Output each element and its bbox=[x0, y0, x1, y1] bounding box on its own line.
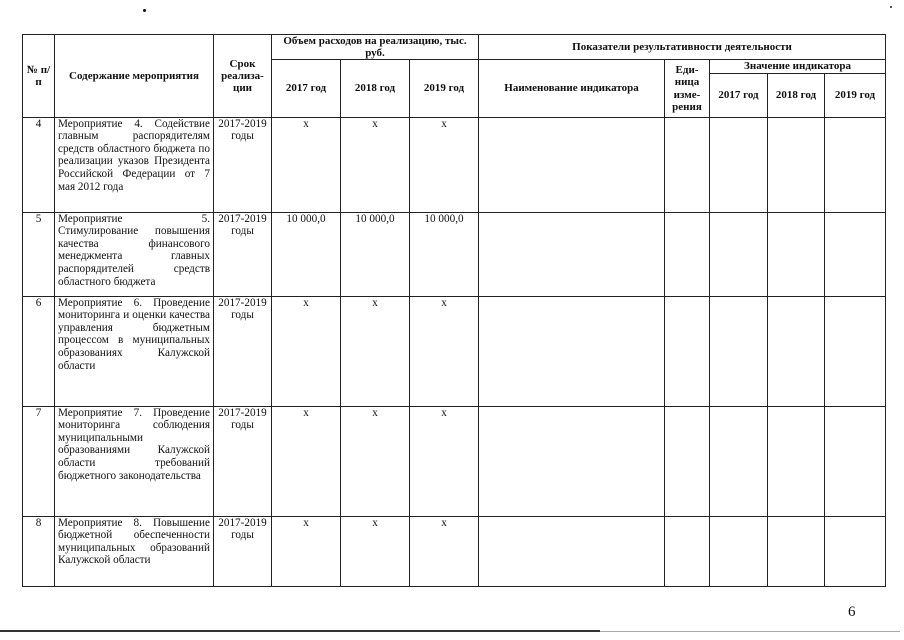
table-row bbox=[23, 296, 886, 406]
row-num: 8 bbox=[23, 516, 55, 586]
row-expense-2017: х bbox=[272, 117, 341, 212]
table-row bbox=[23, 117, 886, 212]
row-num: 7 bbox=[23, 406, 55, 516]
header-value-2017: 2017 год bbox=[710, 73, 768, 117]
row-value-2018 bbox=[768, 117, 825, 212]
row-term: 2017-2019 годы bbox=[214, 212, 272, 296]
row-value-2018 bbox=[768, 406, 825, 516]
row-content: Мероприятие 7. Проведение мониторинга соблюдения муниципальными образованиями Калужской области требований бюджетного законодательства bbox=[55, 406, 214, 516]
row-expense-2018: х bbox=[341, 296, 410, 406]
row-value-2017 bbox=[710, 212, 768, 296]
row-num: 5 bbox=[23, 212, 55, 296]
header-indicator-name: Наименование индикатора bbox=[479, 60, 665, 117]
bottom-rule bbox=[0, 630, 600, 632]
row-value-2018 bbox=[768, 516, 825, 586]
header-term: Срок реализа-ции bbox=[214, 35, 272, 118]
scan-speck bbox=[890, 6, 892, 8]
row-expense-2017: х bbox=[272, 296, 341, 406]
header-year-2017: 2017 год bbox=[272, 60, 341, 117]
row-content: Мероприятие 6. Проведение мониторинга и оценки качества управления бюджетным процессом в муниципальных образованиях Калужской области bbox=[55, 296, 214, 406]
row-expense-2019: х bbox=[410, 406, 479, 516]
row-term: 2017-2019 годы bbox=[214, 296, 272, 406]
header-num: № п/п bbox=[23, 35, 55, 118]
row-value-2019 bbox=[825, 296, 886, 406]
bottom-rule bbox=[600, 631, 900, 632]
header-year-2018: 2018 год bbox=[341, 60, 410, 117]
row-expense-2018: х bbox=[341, 117, 410, 212]
row-value-2017 bbox=[710, 117, 768, 212]
row-expense-2017: х bbox=[272, 406, 341, 516]
row-value-2019 bbox=[825, 212, 886, 296]
header-content: Содержание мероприятия bbox=[55, 35, 214, 118]
row-unit bbox=[665, 406, 710, 516]
row-content: Мероприятие 8. Повышение бюджетной обеспеченности муниципальных образований Калужской области bbox=[55, 516, 214, 586]
table-row bbox=[23, 212, 886, 296]
row-expense-2019: 10 000,0 bbox=[410, 212, 479, 296]
row-value-2017 bbox=[710, 406, 768, 516]
header-expenses: Объем расходов на реализацию, тыс. руб. bbox=[272, 35, 479, 60]
row-value-2018 bbox=[768, 212, 825, 296]
row-num: 4 bbox=[23, 117, 55, 212]
table-row bbox=[23, 406, 886, 516]
header-year-2019: 2019 год bbox=[410, 60, 479, 117]
row-term: 2017-2019 годы bbox=[214, 516, 272, 586]
row-expense-2018: 10 000,0 bbox=[341, 212, 410, 296]
row-value-2019 bbox=[825, 406, 886, 516]
row-indicator bbox=[479, 296, 665, 406]
row-expense-2019: х bbox=[410, 117, 479, 212]
row-value-2019 bbox=[825, 516, 886, 586]
row-indicator bbox=[479, 117, 665, 212]
measures-table bbox=[22, 34, 886, 587]
row-expense-2019: х bbox=[410, 296, 479, 406]
row-value-2019 bbox=[825, 117, 886, 212]
row-value-2018 bbox=[768, 296, 825, 406]
header-value-2019: 2019 год bbox=[825, 73, 886, 117]
header-value-2018: 2018 год bbox=[768, 73, 825, 117]
row-term: 2017-2019 годы bbox=[214, 117, 272, 212]
row-expense-2017: х bbox=[272, 516, 341, 586]
row-expense-2019: х bbox=[410, 516, 479, 586]
row-expense-2018: х bbox=[341, 516, 410, 586]
row-unit bbox=[665, 117, 710, 212]
row-unit bbox=[665, 212, 710, 296]
row-value-2017 bbox=[710, 296, 768, 406]
row-value-2017 bbox=[710, 516, 768, 586]
row-indicator bbox=[479, 406, 665, 516]
row-num: 6 bbox=[23, 296, 55, 406]
header-unit: Еди-ница изме-рения bbox=[665, 60, 710, 117]
row-indicator bbox=[479, 516, 665, 586]
page-number: 6 bbox=[848, 604, 856, 620]
row-expense-2017: 10 000,0 bbox=[272, 212, 341, 296]
header-indicators: Показатели результативности деятельности bbox=[479, 35, 886, 60]
table-row bbox=[23, 516, 886, 586]
row-unit bbox=[665, 296, 710, 406]
row-content: Мероприятие 4. Содействие главным распорядителям средств областного бюджета по реализации указов Президента Российской Федерации от 7 мая 2012 года bbox=[55, 117, 214, 212]
row-expense-2018: х bbox=[341, 406, 410, 516]
row-unit bbox=[665, 516, 710, 586]
row-term: 2017-2019 годы bbox=[214, 406, 272, 516]
header-indicator-value: Значение индикатора bbox=[710, 60, 886, 73]
scan-speck bbox=[143, 9, 146, 12]
row-indicator bbox=[479, 212, 665, 296]
row-content: Мероприятие 5. Стимулирование повышения качества финансового менеджмента главных распорядителей средств областного бюджета bbox=[55, 212, 214, 296]
